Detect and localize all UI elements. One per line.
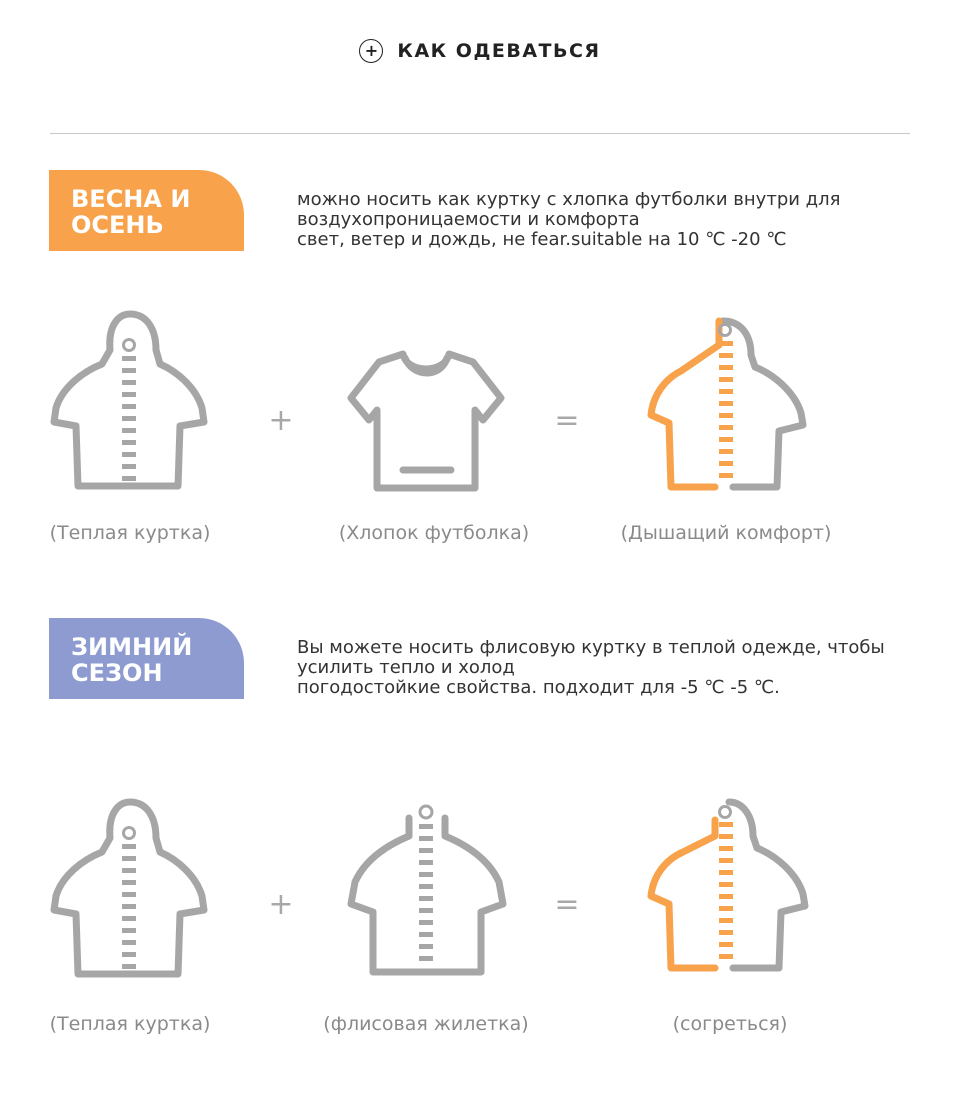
- caption-get-warm: (согреться): [672, 1013, 788, 1035]
- jacket-icon: [50, 308, 210, 493]
- winter-description: [297, 638, 937, 698]
- t-shirt-icon: [347, 348, 507, 493]
- spring-desc-line1: можно носить как куртку с хлопка футболки внутри для: [297, 189, 841, 210]
- divider: [50, 133, 910, 134]
- spring-desc-line2: воздухопроницаемости и комфорта: [297, 209, 640, 230]
- header-title: КАК ОДЕВАТЬСЯ: [397, 40, 601, 62]
- caption-breathable-comfort: (Дышащий комфорт): [620, 522, 832, 544]
- plus-circle-icon: +: [359, 39, 383, 63]
- winter-desc-line3: погодостойкие свойства. подходит для -5 ℃ -5 ℃.: [297, 677, 780, 698]
- caption-warm-jacket: (Теплая куртка): [49, 1013, 211, 1035]
- spring-badge-line2: ОСЕНЬ: [71, 211, 164, 239]
- winter-desc-line1: Вы можете носить флисовую куртку в теплой одежде, чтобы: [297, 637, 885, 658]
- winter-badge-line1: ЗИМНИЙ: [71, 633, 193, 661]
- caption-warm-jacket: (Теплая куртка): [49, 522, 211, 544]
- spring-badge-line1: ВЕСНА И: [71, 185, 191, 213]
- jacket-half-orange-icon: [645, 315, 810, 495]
- jacket-half-orange-icon: [645, 796, 810, 976]
- winter-desc-line2: усилить тепло и холод: [297, 657, 515, 678]
- winter-badge-line2: СЕЗОН: [71, 659, 163, 687]
- equals-sign: =: [554, 403, 580, 438]
- spring-desc-line3: свет, ветер и дождь, не fear.suitable на 10 ℃ -20 ℃: [297, 229, 787, 250]
- section-header: [0, 36, 960, 66]
- plus-sign: +: [268, 403, 294, 438]
- caption-cotton-tshirt: (Хлопок футболка): [338, 522, 530, 544]
- jacket-icon: [50, 796, 210, 981]
- winter-badge: [49, 618, 244, 699]
- plus-sign: +: [268, 887, 294, 922]
- spring-badge: [49, 170, 244, 251]
- caption-fleece-vest: (флисовая жилетка): [323, 1013, 529, 1035]
- equals-sign: =: [554, 887, 580, 922]
- spring-description: [297, 190, 937, 250]
- fleece-vest-icon: [345, 800, 510, 980]
